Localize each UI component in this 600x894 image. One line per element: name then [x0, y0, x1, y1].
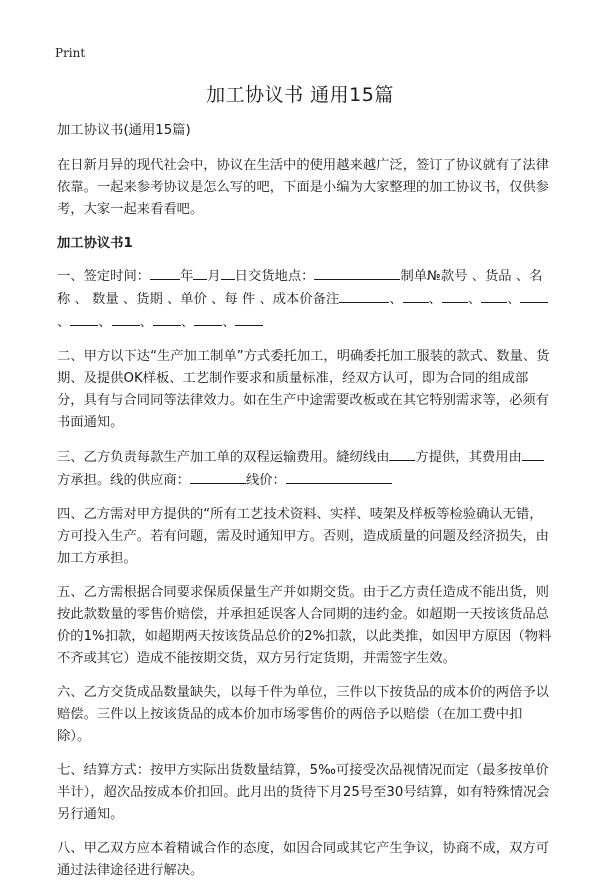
separator: 、 [139, 315, 153, 330]
clause-1 [57, 265, 554, 334]
clause-3-text-c: 方承担。线的供应商： [57, 473, 190, 488]
clause-3-text-a: 三、乙方负责每款生产加工单的双程运输费用。縫纫线由 [57, 450, 390, 465]
separator: 、 [507, 292, 521, 307]
clause-3-text-b: 方提供，其费用由 [415, 450, 522, 465]
fill-blank [194, 311, 222, 326]
fill-blank [389, 446, 415, 461]
separator: 、 [98, 315, 112, 330]
clause-1-text-d: 日交货地点： [234, 269, 315, 284]
separator: 、 [467, 292, 482, 307]
clause-1-text-a: 一、签定时间： [57, 269, 151, 284]
print-link[interactable]: Print [55, 46, 86, 60]
clause-1-text-e: 制单№款号 、货品 、名称 、 数量 、货期 、单价 、每 件 、成本价备注 [57, 269, 543, 307]
fill-blank [153, 311, 181, 326]
intro-paragraph: 在日新月异的现代社会中，协议在生活中的使用越来越广泛，签订了协议就有了法律依靠。一起来参考协议是怎么写的吧，下面是小编为大家整理的加工协议书，仅供参考，大家一起来看看吧。 [57, 158, 549, 217]
fill-blank [190, 469, 246, 484]
document-body [57, 120, 554, 894]
fill-blank [112, 311, 140, 326]
fill-blank [442, 288, 468, 303]
fill-blank [339, 288, 389, 303]
fill-blank [481, 288, 507, 303]
section-heading: 加工协议书1 [57, 236, 133, 251]
clause-2: 二、甲方以下达“生产加工制单”方式委托加工，明确委托加工服装的款式、数量、货期、及提供OK样板、工艺制作要求和质量标准，经双方认可，即为合同的组成部分，具有与合同同等法律效力。如在生产中途需要改板或在其它特别需求等，必须有书面通知。 [57, 349, 550, 430]
fill-blank [70, 311, 98, 326]
fill-blank [522, 446, 544, 461]
document-subtitle: 加工协议书(通用15篇) [57, 123, 191, 138]
clause-5: 五、乙方需根据合同要求保质保量生产并如期交货。由于乙方责任造成不能出货，则按此款数量的零售价赔偿，并承担延误客人合同期的违约金。如超期一天按该货品总价的1%扣款，如超期两天按该货品总价的2%扣款，以此类推，如因甲方原因（物料不齐或其它）造成不能按期交货，双方另行定货期，并需签字生效。 [57, 585, 552, 666]
clause-7: 七、结算方式：按甲方实际出货数量结算，5‰可接受次品视情况而定（最多按单价半计），超次品按成本价扣回。此月出的货待下月25号至30号结算，如有特殊情况会另行通知。 [57, 763, 550, 822]
separator: 、 [222, 315, 236, 330]
clause-3-text-d: 线价： [245, 473, 286, 488]
clause-6: 六、乙方交货成品数量缺失，以每千件为单位，三件以下按货品的成本价的两倍予以赔偿。三件以上按该货品的成本价加市场零售价的两倍予以赔偿（在加工费中扣除）。 [57, 685, 549, 744]
separator: 、 [389, 292, 403, 307]
clause-3 [57, 446, 554, 492]
fill-blank [150, 265, 180, 280]
fill-blank [403, 288, 429, 303]
fill-blank [286, 469, 392, 484]
clause-1-text-c: 月 [207, 269, 221, 284]
clause-4: 四、乙方需对甲方提供的“所有工艺技术资料、实样、唛架及样板等检验确认无错，方可投入生产。若有问题，需及时通知甲方。否则，造成质量的问题及经济损失，由加工方承担。 [57, 507, 549, 566]
fill-blank [235, 311, 263, 326]
separator: 、 [428, 292, 442, 307]
separator: 、 [57, 315, 71, 330]
fill-blank [193, 265, 207, 280]
separator: 、 [180, 315, 195, 330]
clause-8: 八、甲乙双方应本着精诚合作的态度，如因合同或其它产生争议，协商不成，双方可通过法律途径进行解决。 [57, 841, 549, 878]
document-title: 加工协议书 通用15篇 [206, 84, 394, 106]
clause-1-text-b: 年 [180, 269, 194, 284]
fill-blank [314, 265, 400, 280]
fill-blank [221, 265, 235, 280]
fill-blank [520, 288, 548, 303]
